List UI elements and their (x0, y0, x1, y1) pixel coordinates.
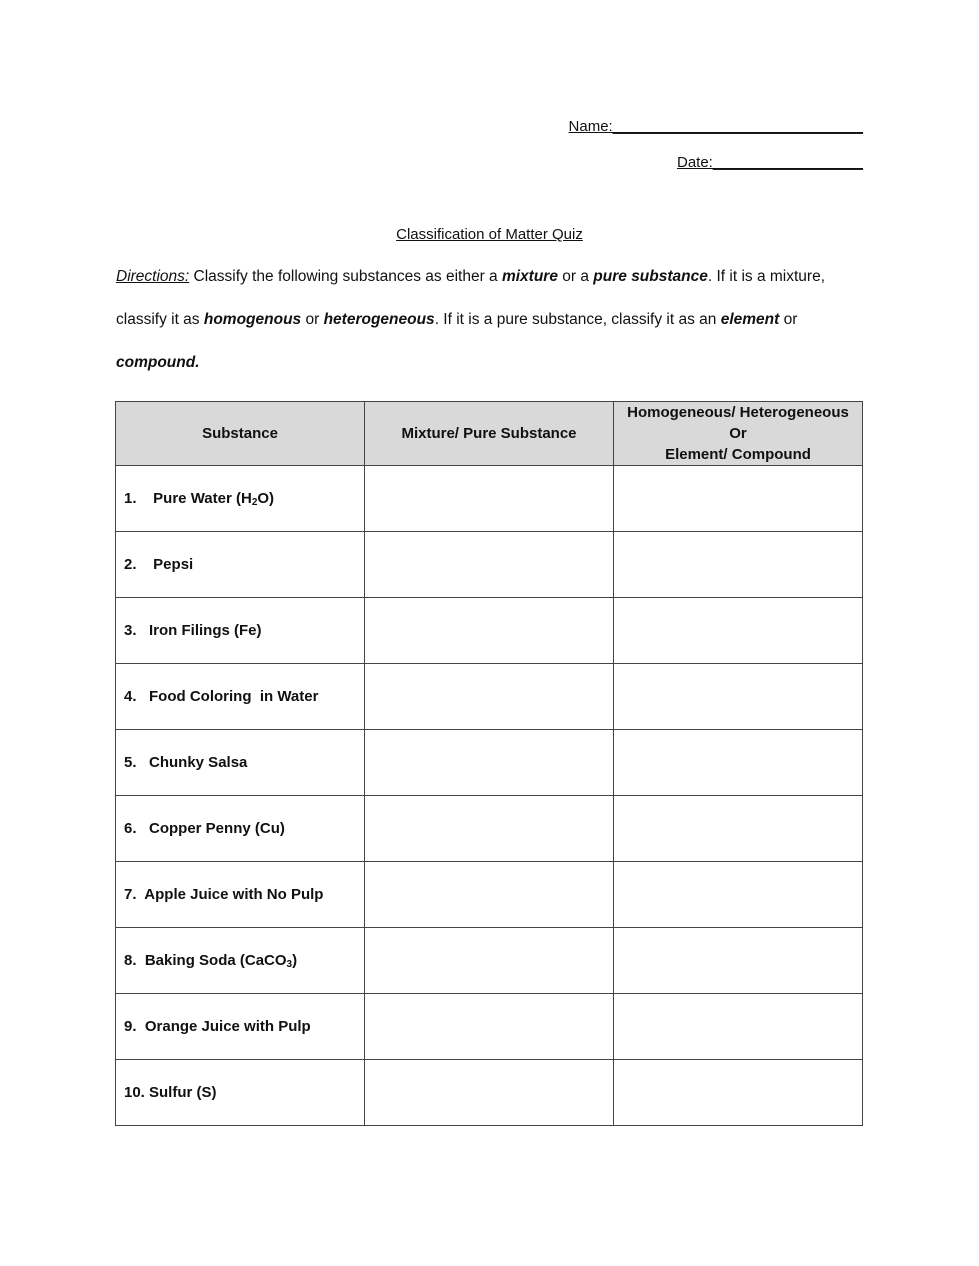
answer-cell-mixture-pure[interactable] (365, 796, 614, 862)
table-row (116, 664, 863, 730)
column-header-substance: Substance (116, 402, 365, 466)
directions-label: Directions: (116, 268, 190, 285)
classification-header-line-1: Homogeneous/ Heterogeneous (627, 404, 849, 421)
table-row (116, 730, 863, 796)
directions-text-2: or a (557, 268, 594, 285)
classification-header-line-3: Element/ Compound (665, 446, 811, 463)
table-header-row (116, 402, 863, 466)
directions-text-1: Classify the following substances as either a (189, 268, 502, 285)
answer-cell-mixture-pure[interactable] (365, 598, 614, 664)
table-row (116, 1060, 863, 1126)
formula-subscript: 3 (286, 958, 293, 970)
table-row (116, 532, 863, 598)
answer-cell-classification[interactable] (614, 1060, 863, 1126)
substance-name: 10. Sulfur (S) (124, 1084, 217, 1101)
directions-text-3: . If it is a mixture, classify it as (116, 268, 825, 328)
substance-cell (116, 1060, 365, 1126)
table-row (116, 466, 863, 532)
answer-cell-mixture-pure[interactable] (365, 862, 614, 928)
quiz-table (115, 401, 863, 1126)
keyword-element: element (720, 311, 780, 328)
classification-header-line-2: Or (729, 425, 747, 442)
answer-cell-classification[interactable] (614, 796, 863, 862)
answer-cell-classification[interactable] (614, 730, 863, 796)
substance-cell (116, 532, 365, 598)
table-row (116, 862, 863, 928)
directions-paragraph (116, 255, 866, 384)
substance-name: 1. Pure Water (H (124, 489, 252, 507)
date-field-line: Date:__________________ (676, 154, 863, 171)
keyword-homogenous: homogenous (203, 311, 302, 328)
answer-cell-classification[interactable] (614, 664, 863, 730)
substance-name-suffix: O) (257, 489, 275, 507)
substance-cell (116, 466, 365, 532)
substance-name: 8. Baking Soda (CaCO (124, 951, 287, 969)
answer-cell-classification[interactable] (614, 994, 863, 1060)
substance-cell (116, 730, 365, 796)
keyword-pure-substance: pure substance (593, 268, 708, 285)
answer-cell-classification[interactable] (614, 598, 863, 664)
quiz-table-body (116, 466, 863, 1126)
answer-cell-classification[interactable] (614, 466, 863, 532)
keyword-heterogeneous: heterogeneous (323, 311, 435, 328)
substance-cell (116, 796, 365, 862)
substance-cell (116, 598, 365, 664)
answer-cell-classification[interactable] (614, 532, 863, 598)
answer-cell-mixture-pure[interactable] (365, 730, 614, 796)
keyword-mixture: mixture (501, 268, 558, 285)
answer-cell-mixture-pure[interactable] (365, 1060, 614, 1126)
column-header-mixture-pure: Mixture/ Pure Substance (365, 402, 614, 466)
answer-cell-mixture-pure[interactable] (365, 928, 614, 994)
directions-text-6: or (779, 311, 798, 328)
table-row (116, 796, 863, 862)
formula-subscript: 2 (251, 496, 258, 508)
column-header-classification (614, 402, 863, 466)
substance-name-suffix: ) (292, 951, 298, 969)
substance-cell (116, 994, 365, 1060)
directions-text-4: or (301, 311, 324, 328)
substance-name: 4. Food Coloring in Water (124, 688, 319, 705)
substance-name: 9. Orange Juice with Pulp (124, 1018, 311, 1035)
answer-cell-mixture-pure[interactable] (365, 466, 614, 532)
answer-cell-classification[interactable] (614, 928, 863, 994)
substance-name: 3. Iron Filings (Fe) (124, 622, 262, 639)
answer-cell-mixture-pure[interactable] (365, 664, 614, 730)
table-row (116, 994, 863, 1060)
substance-cell (116, 928, 365, 994)
substance-cell (116, 862, 365, 928)
page-title: Classification of Matter Quiz (396, 226, 583, 243)
substance-name: 7. Apple Juice with No Pulp (124, 886, 324, 903)
substance-name: 2. Pepsi (124, 556, 194, 573)
keyword-compound: compound. (116, 354, 200, 371)
table-row (116, 598, 863, 664)
answer-cell-classification[interactable] (614, 862, 863, 928)
directions-text-5: . If it is a pure substance, classify it as an (434, 311, 721, 328)
substance-name: 6. Copper Penny (Cu) (124, 820, 285, 837)
table-row (116, 928, 863, 994)
name-field-line: Name:______________________________ (568, 118, 863, 135)
substance-cell (116, 664, 365, 730)
substance-name: 5. Chunky Salsa (124, 754, 248, 771)
answer-cell-mixture-pure[interactable] (365, 994, 614, 1060)
answer-cell-mixture-pure[interactable] (365, 532, 614, 598)
